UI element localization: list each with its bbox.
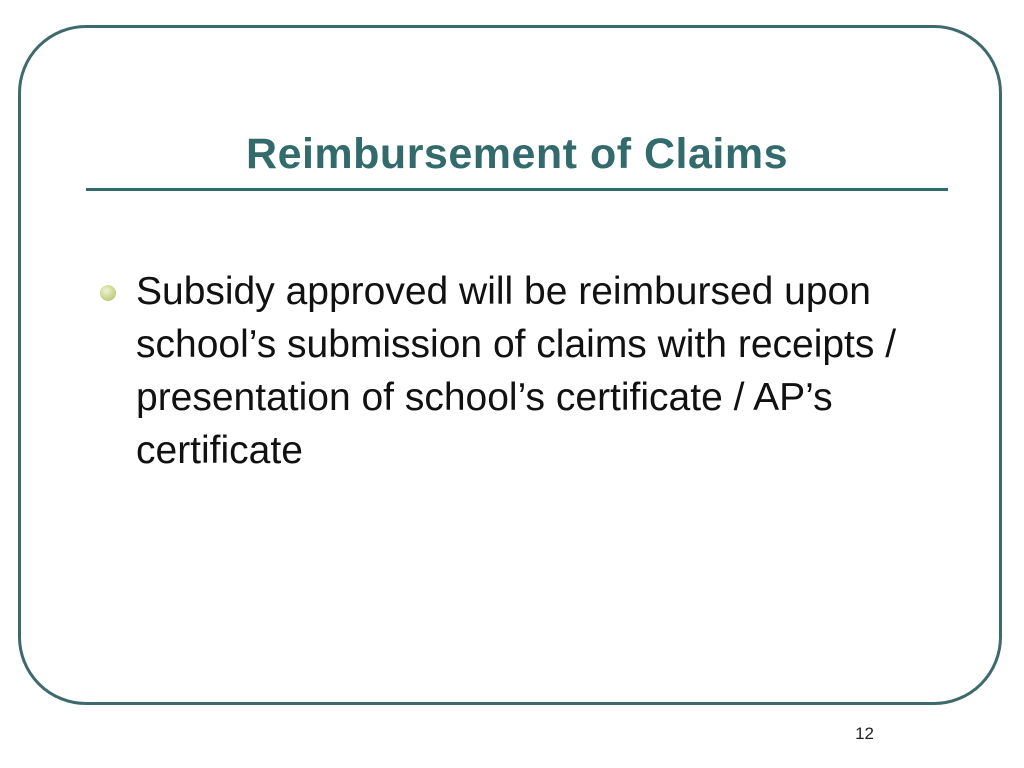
bullet-dot-icon <box>100 285 116 301</box>
title-underline <box>86 188 948 191</box>
bullet-item <box>98 265 938 477</box>
bullet-text: Subsidy approved will be reimbursed upon school’s submission of claims with receipts / presentation of school’s certificate / AP’s certificate <box>136 270 897 472</box>
page-number: 12 <box>855 724 874 743</box>
slide-title: Reimbursement of Claims <box>246 130 788 178</box>
bullet-list <box>98 265 938 477</box>
